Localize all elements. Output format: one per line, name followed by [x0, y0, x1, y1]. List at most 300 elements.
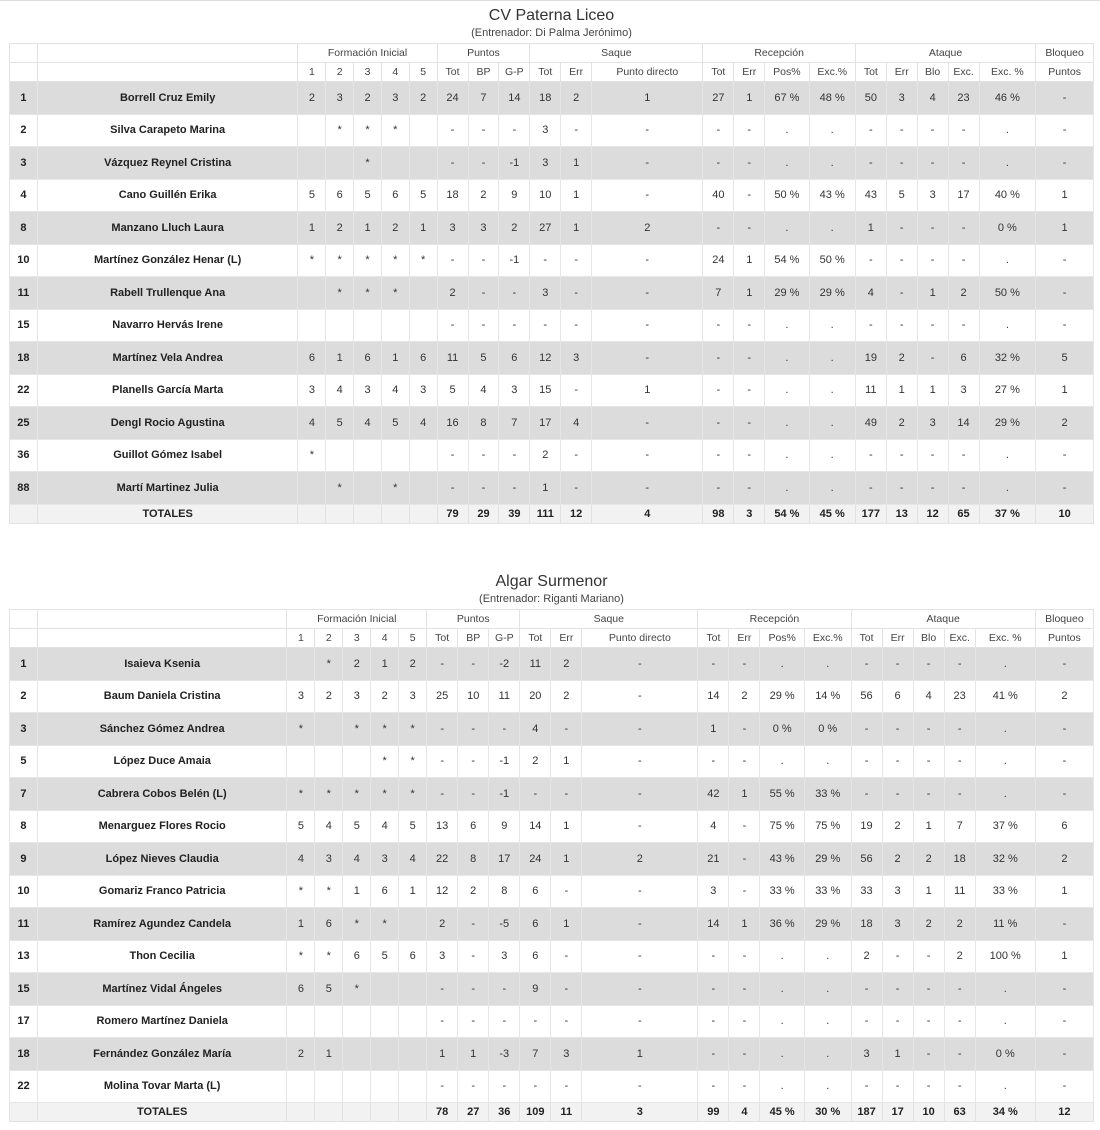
- stat-cell: .: [804, 973, 851, 1006]
- stat-cell: .: [979, 114, 1036, 147]
- stat-cell: .: [760, 940, 805, 973]
- table-row: [10, 1005, 1094, 1038]
- player-number: 17: [10, 1005, 38, 1038]
- stat-cell: 21: [698, 843, 729, 876]
- stat-cell: 3: [468, 212, 499, 245]
- stat-cell: 4: [520, 713, 551, 746]
- stat-cell: 4: [287, 843, 315, 876]
- stat-cell: -: [592, 114, 703, 147]
- player-name: Navarro Hervás Irene: [37, 309, 298, 342]
- stat-cell: -: [729, 1070, 760, 1103]
- header-subcolumn: 5: [399, 629, 427, 648]
- stat-cell: -: [1035, 1038, 1093, 1071]
- player-name: Romero Martínez Daniela: [37, 1005, 286, 1038]
- stat-cell: 16: [437, 407, 468, 440]
- stat-cell: 32 %: [975, 843, 1035, 876]
- player-number: 22: [10, 374, 38, 407]
- stat-cell: 5: [468, 342, 499, 375]
- stat-cell: -: [592, 407, 703, 440]
- stat-cell: -: [703, 212, 734, 245]
- stat-cell: 6: [287, 973, 315, 1006]
- stat-cell: 5: [1036, 342, 1094, 375]
- stat-cell: 0 %: [804, 713, 851, 746]
- stat-cell: 1: [1036, 212, 1094, 245]
- totals-row: [10, 1103, 1094, 1122]
- stat-cell: 23: [944, 680, 975, 713]
- team-title: Algar Surmenor: [495, 573, 608, 590]
- stat-cell: 2: [343, 648, 371, 681]
- stat-cell: 6: [326, 179, 354, 212]
- stat-cell: 18: [851, 908, 882, 941]
- header-subcolumn: Punto directo: [592, 63, 703, 82]
- stat-cell: *: [409, 244, 437, 277]
- stat-cell: 11: [855, 374, 886, 407]
- totals-cell: [381, 504, 409, 523]
- stat-cell: 7: [520, 1038, 551, 1071]
- stat-cell: 18: [530, 82, 561, 115]
- header-blank-cell: [10, 44, 38, 63]
- stat-cell: -: [917, 147, 948, 180]
- stat-cell: [287, 648, 315, 681]
- totals-cell: 187: [851, 1103, 882, 1122]
- stat-cell: -2: [489, 648, 520, 681]
- stat-cell: -: [734, 342, 765, 375]
- header-subcolumn: Pos%: [765, 63, 809, 82]
- totals-cell: 39: [499, 504, 530, 523]
- stat-cell: -: [886, 244, 917, 277]
- header-subcolumn: Exc.: [944, 629, 975, 648]
- totals-blank-cell: [10, 504, 38, 523]
- stat-cell: 3: [354, 374, 382, 407]
- table-row: [10, 1038, 1094, 1071]
- stat-cell: *: [381, 244, 409, 277]
- stat-cell: -: [882, 648, 913, 681]
- stat-cell: -: [729, 843, 760, 876]
- stat-cell: 14: [948, 407, 979, 440]
- stat-cell: -: [948, 244, 979, 277]
- stat-cell: 6: [399, 940, 427, 973]
- stat-cell: -: [944, 745, 975, 778]
- totals-cell: 4: [592, 504, 703, 523]
- totals-cell: 45 %: [760, 1103, 805, 1122]
- stat-cell: 67 %: [765, 82, 809, 115]
- stat-cell: 50 %: [809, 244, 855, 277]
- player-number: 7: [10, 778, 38, 811]
- stat-cell: .: [979, 439, 1036, 472]
- stat-cell: -: [1036, 244, 1094, 277]
- totals-cell: 63: [944, 1103, 975, 1122]
- header-subcolumn: Tot: [437, 63, 468, 82]
- stat-cell: -: [698, 1070, 729, 1103]
- stat-cell: 7: [499, 407, 530, 440]
- stat-cell: 8: [489, 875, 520, 908]
- stat-cell: 2: [1036, 407, 1094, 440]
- header-blank-cell: [37, 63, 298, 82]
- stat-cell: 42: [698, 778, 729, 811]
- stat-cell: 4: [381, 374, 409, 407]
- stat-cell: -: [458, 908, 489, 941]
- header-subcolumn: 5: [409, 63, 437, 82]
- totals-cell: 29: [468, 504, 499, 523]
- stat-cell: 2: [729, 680, 760, 713]
- stat-cell: -: [468, 309, 499, 342]
- header-subcolumn: Exc. %: [979, 63, 1036, 82]
- stat-cell: -: [944, 648, 975, 681]
- stat-cell: 19: [851, 810, 882, 843]
- stat-cell: 11: [520, 648, 551, 681]
- player-name: Vázquez Reynel Cristina: [37, 147, 298, 180]
- stat-cell: [371, 1005, 399, 1038]
- totals-label: TOTALES: [37, 1103, 286, 1122]
- stat-cell: *: [354, 114, 382, 147]
- stat-cell: *: [315, 940, 343, 973]
- totals-cell: [298, 504, 326, 523]
- stat-cell: -: [948, 472, 979, 505]
- stat-cell: 3: [381, 82, 409, 115]
- stat-cell: -: [582, 745, 698, 778]
- stat-cell: [399, 1070, 427, 1103]
- stat-cell: 0 %: [975, 1038, 1035, 1071]
- stat-cell: 3: [851, 1038, 882, 1071]
- stat-cell: -: [703, 407, 734, 440]
- stat-cell: 1: [551, 810, 582, 843]
- stat-cell: -: [882, 940, 913, 973]
- header-blank-cell: [10, 63, 38, 82]
- stat-cell: 1: [343, 875, 371, 908]
- header-group: Saque: [520, 610, 698, 629]
- header-blank-cell: [10, 629, 38, 648]
- stat-cell: -: [948, 147, 979, 180]
- stat-cell: [354, 472, 382, 505]
- header-subcolumn: Tot: [698, 629, 729, 648]
- stat-cell: 48 %: [809, 82, 855, 115]
- stat-cell: -: [520, 1005, 551, 1038]
- stat-cell: 4: [855, 277, 886, 310]
- stat-cell: .: [760, 1070, 805, 1103]
- stat-cell: -: [729, 1038, 760, 1071]
- player-number: 1: [10, 648, 38, 681]
- header-group-row: [10, 610, 1094, 629]
- stat-cell: -: [913, 940, 944, 973]
- stat-cell: -: [489, 1005, 520, 1038]
- player-number: 18: [10, 342, 38, 375]
- stat-cell: *: [371, 713, 399, 746]
- stat-cell: -: [551, 1005, 582, 1038]
- stat-cell: 19: [855, 342, 886, 375]
- stat-cell: 11: [489, 680, 520, 713]
- stat-cell: -: [458, 1070, 489, 1103]
- stat-cell: 100 %: [975, 940, 1035, 973]
- stat-cell: -: [855, 114, 886, 147]
- stat-cell: -: [1036, 309, 1094, 342]
- stat-cell: *: [371, 778, 399, 811]
- table-header: [10, 44, 1094, 82]
- header-group: Formación Inicial: [298, 44, 437, 63]
- table-row: [10, 439, 1094, 472]
- stat-cell: -: [913, 973, 944, 1006]
- stat-cell: 2: [948, 277, 979, 310]
- stat-cell: .: [765, 439, 809, 472]
- stat-cell: 11: [944, 875, 975, 908]
- stat-cell: .: [804, 648, 851, 681]
- stat-cell: -: [734, 407, 765, 440]
- player-name: Thon Cecilia: [37, 940, 286, 973]
- stat-cell: 3: [561, 342, 592, 375]
- player-number: 11: [10, 908, 38, 941]
- stat-cell: 2: [561, 82, 592, 115]
- stat-cell: 3: [886, 82, 917, 115]
- stat-cell: 14: [520, 810, 551, 843]
- stat-cell: -: [729, 973, 760, 1006]
- stat-cell: 6: [409, 342, 437, 375]
- stat-cell: 29 %: [760, 680, 805, 713]
- totals-row: [10, 504, 1094, 523]
- stat-cell: 1: [427, 1038, 458, 1071]
- player-name: Silva Carapeto Marina: [37, 114, 298, 147]
- stat-cell: [298, 309, 326, 342]
- header-subcolumn: Err: [551, 629, 582, 648]
- stat-cell: -1: [499, 147, 530, 180]
- table-row: [10, 973, 1094, 1006]
- stats-table: [9, 43, 1094, 524]
- player-name: Rabell Trullenque Ana: [37, 277, 298, 310]
- stat-cell: 5: [298, 179, 326, 212]
- team-section-paterna: [9, 6, 1094, 524]
- player-name: Guillot Gómez Isabel: [37, 439, 298, 472]
- totals-cell: [399, 1103, 427, 1122]
- header-subcolumn: Tot: [530, 63, 561, 82]
- stat-cell: .: [765, 342, 809, 375]
- header-sub-row: [10, 629, 1094, 648]
- stat-cell: [343, 1070, 371, 1103]
- stat-cell: 50 %: [979, 277, 1036, 310]
- header-subcolumn: G-P: [489, 629, 520, 648]
- player-name: Sánchez Gómez Andrea: [37, 713, 286, 746]
- stat-cell: [399, 1038, 427, 1071]
- stat-cell: *: [371, 908, 399, 941]
- header-subcolumn: Err: [886, 63, 917, 82]
- stat-cell: [343, 1038, 371, 1071]
- stat-cell: 2: [913, 843, 944, 876]
- stat-cell: 54 %: [765, 244, 809, 277]
- stat-cell: -: [582, 908, 698, 941]
- stat-cell: -: [520, 1070, 551, 1103]
- stat-cell: .: [760, 1005, 805, 1038]
- stat-cell: 3: [399, 680, 427, 713]
- stat-cell: [287, 745, 315, 778]
- stat-cell: -: [489, 1070, 520, 1103]
- stat-cell: 2: [882, 810, 913, 843]
- stat-cell: -: [698, 1005, 729, 1038]
- stat-cell: 6: [948, 342, 979, 375]
- totals-cell: 17: [882, 1103, 913, 1122]
- stat-cell: 2: [530, 439, 561, 472]
- header-subcolumn: BP: [468, 63, 499, 82]
- totals-footer: [10, 504, 1094, 523]
- stat-cell: *: [326, 277, 354, 310]
- stat-cell: 4: [371, 810, 399, 843]
- player-name: Molina Tovar Marta (L): [37, 1070, 286, 1103]
- player-name: López Duce Amaia: [37, 745, 286, 778]
- stat-cell: 3: [298, 374, 326, 407]
- stat-cell: *: [354, 277, 382, 310]
- stat-cell: .: [979, 147, 1036, 180]
- stat-cell: -: [499, 114, 530, 147]
- stat-cell: -: [913, 778, 944, 811]
- stat-cell: [381, 309, 409, 342]
- totals-cell: [409, 504, 437, 523]
- stat-cell: 3: [437, 212, 468, 245]
- stat-cell: [381, 439, 409, 472]
- stat-cell: -: [582, 778, 698, 811]
- stat-cell: *: [343, 908, 371, 941]
- stat-cell: 1: [326, 342, 354, 375]
- stat-cell: 2: [468, 179, 499, 212]
- header-subcolumn: Err: [882, 629, 913, 648]
- stat-cell: 1: [855, 212, 886, 245]
- stat-cell: 9: [499, 179, 530, 212]
- stat-cell: -: [913, 1038, 944, 1071]
- stat-cell: -: [734, 179, 765, 212]
- stat-cell: -: [734, 439, 765, 472]
- stat-cell: .: [975, 1070, 1035, 1103]
- header-subcolumn: 3: [354, 63, 382, 82]
- stat-cell: 1: [729, 778, 760, 811]
- stat-cell: 17: [948, 179, 979, 212]
- stat-cell: 1: [551, 745, 582, 778]
- stat-cell: 1: [917, 374, 948, 407]
- stat-cell: 25: [427, 680, 458, 713]
- stat-cell: 1: [409, 212, 437, 245]
- stat-cell: 2: [1035, 680, 1093, 713]
- stat-cell: *: [343, 778, 371, 811]
- stat-cell: [315, 745, 343, 778]
- stat-cell: 33 %: [804, 778, 851, 811]
- stat-cell: 14: [499, 82, 530, 115]
- stat-cell: 1: [371, 648, 399, 681]
- stat-cell: 41 %: [975, 680, 1035, 713]
- stat-cell: .: [765, 114, 809, 147]
- player-number: 88: [10, 472, 38, 505]
- table-row: [10, 277, 1094, 310]
- totals-cell: 27: [458, 1103, 489, 1122]
- player-number: 8: [10, 810, 38, 843]
- header-subcolumn: Blo: [913, 629, 944, 648]
- player-number: 25: [10, 407, 38, 440]
- stat-cell: -: [520, 778, 551, 811]
- player-name: Cano Guillén Erika: [37, 179, 298, 212]
- stat-cell: -5: [489, 908, 520, 941]
- header-subcolumn: Exc.%: [809, 63, 855, 82]
- stat-cell: -1: [489, 778, 520, 811]
- stat-cell: -: [729, 1005, 760, 1038]
- stat-cell: -: [734, 114, 765, 147]
- stat-cell: 1: [551, 908, 582, 941]
- stat-cell: 2: [520, 745, 551, 778]
- stat-cell: 2: [458, 875, 489, 908]
- table-row: [10, 82, 1094, 115]
- stat-cell: .: [809, 147, 855, 180]
- table-row: [10, 147, 1094, 180]
- stat-cell: -: [917, 439, 948, 472]
- totals-cell: 79: [437, 504, 468, 523]
- stat-cell: -: [551, 875, 582, 908]
- stat-cell: -: [886, 147, 917, 180]
- stat-cell: *: [354, 244, 382, 277]
- stat-cell: -: [917, 342, 948, 375]
- stat-cell: -: [855, 309, 886, 342]
- stat-cell: -: [499, 277, 530, 310]
- stat-cell: *: [315, 778, 343, 811]
- stat-cell: -: [1035, 908, 1093, 941]
- stat-cell: 3: [409, 374, 437, 407]
- table-row: [10, 713, 1094, 746]
- stats-table: [9, 609, 1094, 1122]
- totals-cell: 34 %: [975, 1103, 1035, 1122]
- table-row: [10, 342, 1094, 375]
- stat-cell: 15: [530, 374, 561, 407]
- player-number: 18: [10, 1038, 38, 1071]
- stat-cell: -: [734, 147, 765, 180]
- stat-cell: -: [882, 1070, 913, 1103]
- totals-cell: [343, 1103, 371, 1122]
- stat-cell: -: [948, 212, 979, 245]
- totals-cell: 3: [734, 504, 765, 523]
- stat-cell: -: [561, 472, 592, 505]
- stat-cell: *: [298, 439, 326, 472]
- stat-cell: -: [1035, 1005, 1093, 1038]
- totals-cell: 65: [948, 504, 979, 523]
- stat-cell: -: [917, 472, 948, 505]
- stat-cell: 11: [437, 342, 468, 375]
- stat-cell: -: [913, 1070, 944, 1103]
- stat-cell: 24: [437, 82, 468, 115]
- stat-cell: -: [437, 147, 468, 180]
- stat-cell: 17: [530, 407, 561, 440]
- stat-cell: 8: [458, 843, 489, 876]
- stat-cell: 33: [851, 875, 882, 908]
- stat-cell: -: [729, 940, 760, 973]
- stat-cell: 56: [851, 680, 882, 713]
- stat-cell: -: [948, 309, 979, 342]
- stat-cell: 2: [437, 277, 468, 310]
- header-subcolumn: 2: [326, 63, 354, 82]
- stat-cell: 1: [886, 374, 917, 407]
- player-number: 8: [10, 212, 38, 245]
- totals-cell: 10: [913, 1103, 944, 1122]
- stat-cell: -: [734, 309, 765, 342]
- stat-cell: 4: [698, 810, 729, 843]
- stat-cell: -: [851, 973, 882, 1006]
- header-group: Recepción: [698, 610, 851, 629]
- stat-cell: -: [489, 713, 520, 746]
- header-subcolumn: Tot: [855, 63, 886, 82]
- stat-cell: -: [582, 713, 698, 746]
- table-row: [10, 810, 1094, 843]
- totals-cell: [326, 504, 354, 523]
- stat-cell: 1: [882, 1038, 913, 1071]
- table-row: [10, 212, 1094, 245]
- stat-cell: 2: [326, 212, 354, 245]
- player-number: 9: [10, 843, 38, 876]
- stat-cell: 3: [530, 114, 561, 147]
- header-subcolumn: G-P: [499, 63, 530, 82]
- stat-cell: -: [703, 374, 734, 407]
- stat-cell: -: [489, 973, 520, 1006]
- stat-cell: 2: [944, 940, 975, 973]
- stat-cell: 2: [886, 342, 917, 375]
- stat-cell: -: [703, 309, 734, 342]
